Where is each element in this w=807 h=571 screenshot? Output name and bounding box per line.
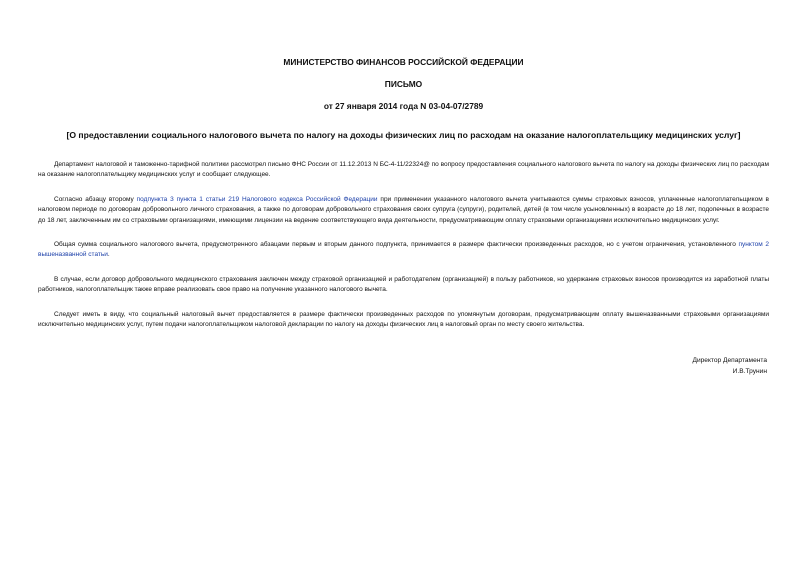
paragraph-3-text-before: Общая сумма социального налогового вычета, предусмотренного абзацами первым и вторым данного подпункта, принимается в размере фактически произведенных расходов, но с учетом ограничения, установленного — [54, 241, 739, 249]
paragraph-2-text-before: Согласно абзацу второму — [54, 195, 137, 203]
paragraph-5: Следует иметь в виду, что социальный налоговый вычет предоставляется в размере фактически произведенных расходов по упомянутым договорам, предусматривающим оплату вышеназванными страховыми организациями исключительно медицинских услуг, путем подачи налогоплательщиком налоговой декларации по налогу на доходы физических лиц в налоговый орган по месту своего жительства. — [38, 310, 769, 329]
paragraph-2-text-after: при применении указанного налогового вычета учитываются суммы страховых взносов, уплаченные налогоплательщиком в налоговом периоде по договорам добровольного личного страхования, а также по договорам добровольного страхования своих супруга (супруги), родителей, детей (в том числе усыновленных) в возрасте до 18 лет, подопечных в возрасте до 18 лет, заключенным им со страховыми организациями, имеющими лицензии на ведение соответствующего вида деятельности, предусматривающим оплату страховыми организациями исключительно медицинских услуг. — [38, 195, 770, 224]
signature-position: Директор Департамента — [692, 357, 767, 364]
document-type-heading: ПИСЬМО — [384, 79, 423, 89]
paragraph-3-text-after: . — [107, 251, 110, 259]
date-number-heading: от 27 января 2014 года N 03-04-07/2789 — [323, 101, 484, 111]
paragraph-2 — [38, 195, 769, 226]
document-page — [38, 0, 769, 571]
signature-name: И.В.Трунин — [732, 367, 767, 375]
ministry-heading: МИНИСТЕРСТВО ФИНАНСОВ РОССИЙСКОЙ ФЕДЕРАЦИИ — [283, 57, 524, 67]
subject-heading: [О предоставлении социального налогового вычета по налогу на доходы физических лиц по расходам на оказание налогоплательщику медицинских услуг] — [66, 130, 741, 140]
article-clause-link[interactable]: пунктом 2 вышеназванной статьи — [38, 241, 769, 259]
tax-code-article-link[interactable]: подпункта 3 пункта 1 статьи 219 Налогового кодекса Российской Федерации — [136, 195, 378, 203]
paragraph-3 — [38, 240, 769, 261]
paragraph-1: Департамент налоговой и таможенно-тарифной политики рассмотрел письмо ФНС России от 11.12.2013 N БС-4-11/22324@ по вопросу предоставления социального налогового вычета по налогу на доходы физических лиц по расходам на оказание налогоплательщику медицинских услуг и сообщает следующее. — [38, 161, 769, 179]
letter-body — [38, 160, 769, 344]
signature-block — [692, 356, 767, 377]
paragraph-4: В случае, если договор добровольного медицинского страхования заключен между страховой организацией и работодателем (организацией) в пользу работников, но удержание страховых взносов производится из заработной платы работников, налогоплательщик также вправе реализовать свое право на получение указанного налогового вычета. — [38, 275, 769, 294]
